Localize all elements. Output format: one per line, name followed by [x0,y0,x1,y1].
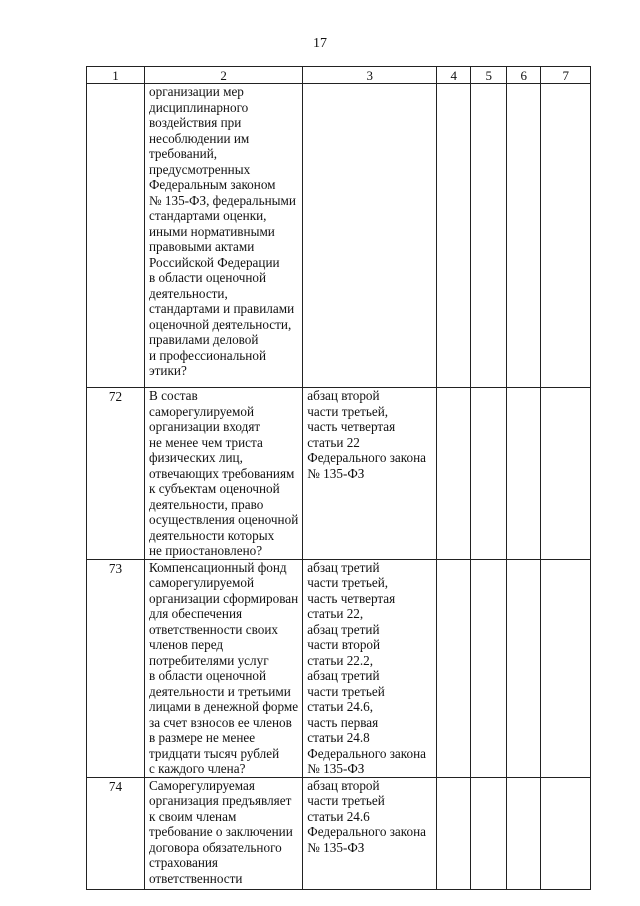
question-line: требование о заключении [149,824,293,839]
question-line: деятельности которых [149,527,275,543]
col-4-cell [437,84,471,388]
question-line: договора обязательного [149,839,282,855]
reference-line: абзац третий [307,621,380,637]
row-number-cell: 73 [87,559,145,777]
question-line: с каждого члена? [149,761,246,776]
reference-cell [303,388,437,560]
question-line: В состав [149,388,198,403]
table-row [87,777,591,889]
col-7-cell [541,84,591,388]
question-line: к субъектам оценочной [149,481,280,496]
reference-line: абзац второй [307,388,380,403]
reference-line: статьи 24.8 [307,730,370,745]
col-4-cell [437,559,471,777]
reference-cell [303,559,437,777]
reference-line: № 135-ФЗ [307,839,365,855]
question-line: членов перед [149,637,224,652]
col-6-cell [507,777,541,889]
reference-line: статьи 22, [307,606,364,621]
reference-line: части третьей [307,793,385,808]
question-line: Саморегулируемая [149,777,255,793]
header-col-7: 7 [541,67,591,84]
question-line: правовыми актами [149,239,255,254]
question-line: дисциплинарного [149,99,249,115]
question-line: не приостановлено? [149,543,263,558]
header-col-4: 4 [437,67,471,84]
col-5-cell [471,388,507,560]
question-line: № 135-ФЗ, федеральными [149,192,296,208]
question-line: Компенсационный фонд [149,559,287,575]
reference-line: части третьей, [307,575,389,590]
question-line: к своим членам [149,808,237,824]
header-col-3: 3 [303,67,437,84]
question-line: и профессиональной [149,347,267,363]
reference-line: абзац второй [307,777,380,793]
table-row [87,84,591,388]
col-4-cell [437,388,471,560]
question-line: правилами деловой [149,332,259,347]
question-line: ответственности [149,870,243,886]
reference-line: часть первая [307,714,379,730]
question-line: организации мер [149,84,244,99]
reference-cell [303,84,437,388]
question-line: лицами в денежной форме [149,699,299,714]
question-line: стандартами и правилами [149,301,295,316]
question-line: за счет взносов ее членов [149,714,292,730]
col-5-cell [471,559,507,777]
col-5-cell [471,84,507,388]
reference-line: часть четвертая [307,419,396,434]
table-row [87,559,591,777]
question-line: для обеспечения [149,606,243,621]
reference-line: Федерального закона [307,824,427,839]
reference-line: Федерального закона [307,450,427,465]
header-col-2: 2 [145,67,303,84]
reference-line: абзац третий [307,668,380,683]
question-line: Федеральным законом [149,177,276,192]
question-line: потребителями услуг [149,652,269,668]
question-cell [145,559,303,777]
header-row [87,67,591,84]
reference-line: абзац третий [307,559,380,575]
row-number-cell [87,84,145,388]
question-line: в области оценочной [149,668,267,683]
question-cell [145,84,303,388]
question-line: тридцати тысяч рублей [149,745,280,761]
col-7-cell [541,777,591,889]
question-line: организации сформирован [149,590,299,606]
question-line: деятельности, [149,285,228,301]
reference-line: части третьей, [307,403,389,419]
question-cell [145,777,303,889]
col-6-cell [507,559,541,777]
question-line: организации входят [149,419,261,434]
reference-line: Федерального закона [307,745,427,761]
col-6-cell [507,388,541,560]
reference-line: статьи 22 [307,434,360,450]
question-line: несоблюдении им [149,130,250,146]
question-line: этики? [149,363,187,378]
reference-line: статьи 24.6 [307,808,370,824]
question-line: саморегулируемой [149,403,255,419]
question-line: воздействия при [149,115,242,130]
question-line: в размере не менее [149,730,256,745]
col-5-cell [471,777,507,889]
reference-line: № 135-ФЗ [307,761,365,776]
question-line: оценочной деятельности, [149,316,292,332]
question-line: деятельности и третьими [149,683,291,699]
question-line: предусмотренных [149,161,251,177]
question-line: в области оценочной [149,270,267,285]
reference-cell [303,777,437,889]
question-line: страхования [149,855,218,870]
col-7-cell [541,559,591,777]
question-line: саморегулируемой [149,575,255,590]
question-line: отвечающих требованиям [149,465,295,481]
reference-line: части второй [307,637,381,652]
question-line: ответственности своих [149,621,278,637]
question-line: осуществления оценочной [149,512,299,527]
reference-line: часть четвертая [307,590,396,606]
question-line: не менее чем триста [149,434,263,450]
col-4-cell [437,777,471,889]
reference-line: части третьей [307,683,385,699]
page-number: 17 [313,36,327,51]
col-7-cell [541,388,591,560]
header-col-5: 5 [471,67,507,84]
checklist-table [86,66,591,890]
question-line: физических лиц, [149,450,243,465]
question-line: иными нормативными [149,223,275,239]
question-line: стандартами оценки, [149,208,267,223]
row-number-cell: 72 [87,388,145,560]
reference-line: статьи 22.2, [307,652,374,668]
col-6-cell [507,84,541,388]
reference-line: статьи 24.6, [307,699,374,714]
question-line: деятельности, право [149,496,264,512]
header-col-6: 6 [507,67,541,84]
question-line: Российской Федерации [149,254,280,270]
question-line: требований, [149,146,218,161]
question-cell [145,388,303,560]
header-col-1: 1 [87,67,145,84]
question-line: организация предъявляет [149,793,292,808]
reference-line: № 135-ФЗ [307,465,365,481]
table-row [87,388,591,560]
row-number-cell: 74 [87,777,145,889]
